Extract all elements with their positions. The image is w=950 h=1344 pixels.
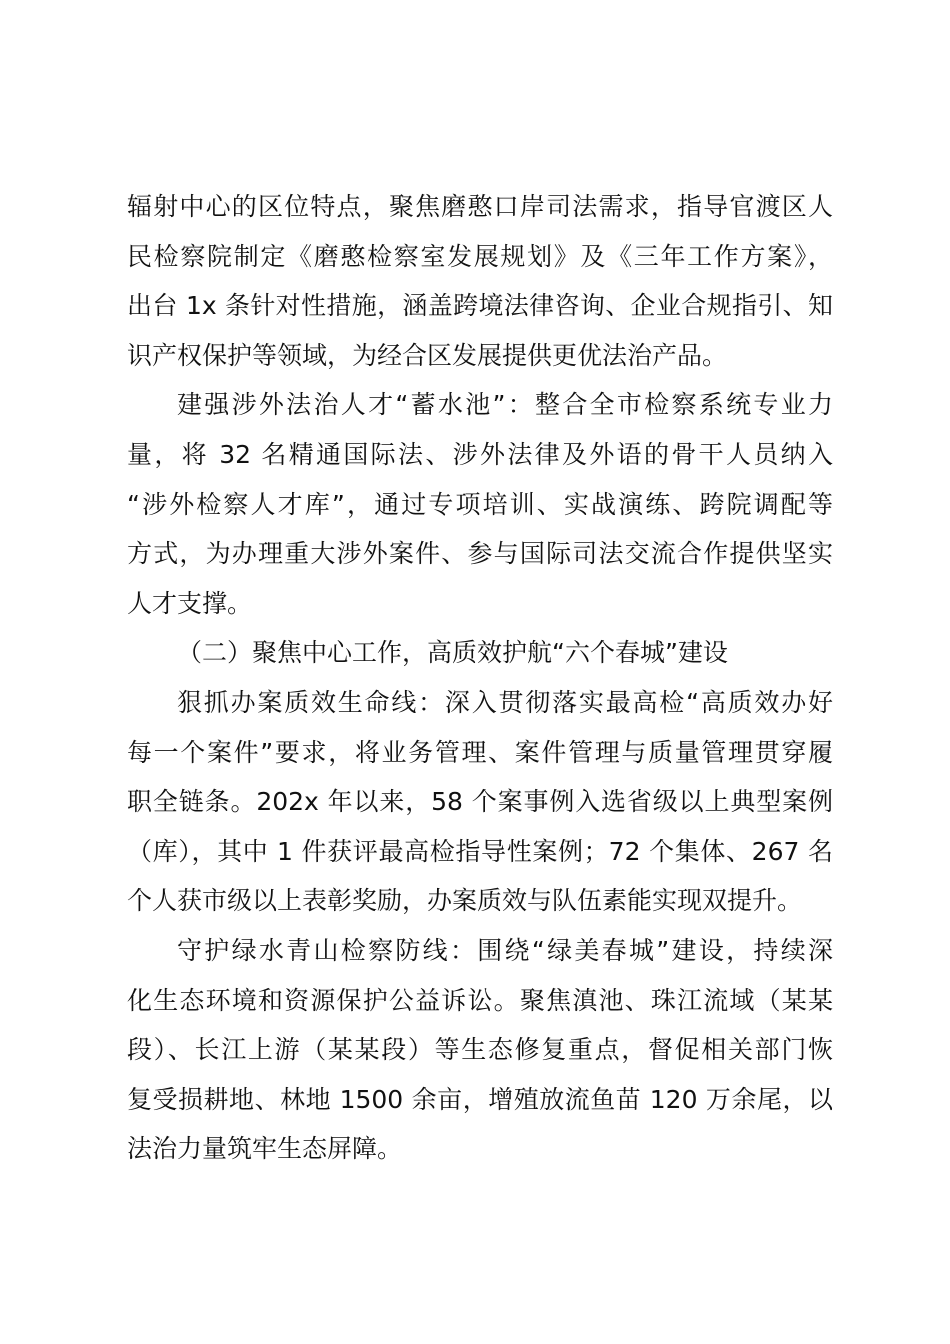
text-line: 出台 1x 条针对性措施，涵盖跨境法律咨询、企业合规指引、知 xyxy=(127,291,833,321)
text-line: 民检察院制定《磨憨检察室发展规划》及《三年工作方案》， xyxy=(127,241,833,271)
text-line: “涉外检察人才库”，通过专项培训、实战演练、跨院调配等 xyxy=(127,489,833,519)
text-line: 狠抓办案质效生命线：深入贯彻落实最高检“高质效办好 xyxy=(177,687,833,717)
section-heading xyxy=(127,628,833,678)
text-line: （库），其中 1 件获评最高检指导性案例；72 个集体、267 名 xyxy=(127,836,833,866)
text-line: 方式，为办理重大涉外案件、参与国际司法交流合作提供坚实 xyxy=(127,539,833,569)
text-line: 守护绿水青山检察防线：围绕“绿美春城”建设，持续深 xyxy=(177,935,833,965)
text-line: 复受损耕地、林地 1500 余亩，增殖放流鱼苗 120 万余尾，以 xyxy=(127,1084,833,1114)
text-line: 化生态环境和资源保护公益诉讼。聚焦滇池、珠江流域（某某 xyxy=(127,985,833,1015)
document-page xyxy=(127,182,833,1174)
text-line: 法治力量筑牢生态屏障。 xyxy=(127,1134,403,1164)
paragraph-ecology xyxy=(127,926,833,1174)
text-line: 量，将 32 名精通国际法、涉外法律及外语的骨干人员纳入 xyxy=(127,439,833,469)
text-line: 辐射中心的区位特点，聚焦磨憨口岸司法需求，指导官渡区人 xyxy=(127,192,833,221)
text-line: 职全链条。202x 年以来，58 个案事例入选省级以上典型案例 xyxy=(127,787,833,817)
paragraph-radiation-center xyxy=(127,182,833,380)
paragraph-case-quality xyxy=(127,678,833,926)
section-heading-text: （二）聚焦中心工作，高质效护航“六个春城”建设 xyxy=(177,638,728,668)
text-line: 识产权保护等领域，为经合区发展提供更优法治产品。 xyxy=(127,340,728,370)
text-line: 人才支撑。 xyxy=(127,588,253,618)
text-line: 每一个案件”要求，将业务管理、案件管理与质量管理贯穿履 xyxy=(127,737,833,767)
text-line: 个人获市级以上表彰奖励，办案质效与队伍素能实现双提升。 xyxy=(127,886,803,916)
paragraph-talent-pool xyxy=(127,380,833,628)
text-line: 段）、长江上游（某某段）等生态修复重点，督促相关部门恢 xyxy=(127,1035,833,1065)
text-line: 建强涉外法治人才“蓄水池”：整合全市检察系统专业力 xyxy=(177,390,833,420)
